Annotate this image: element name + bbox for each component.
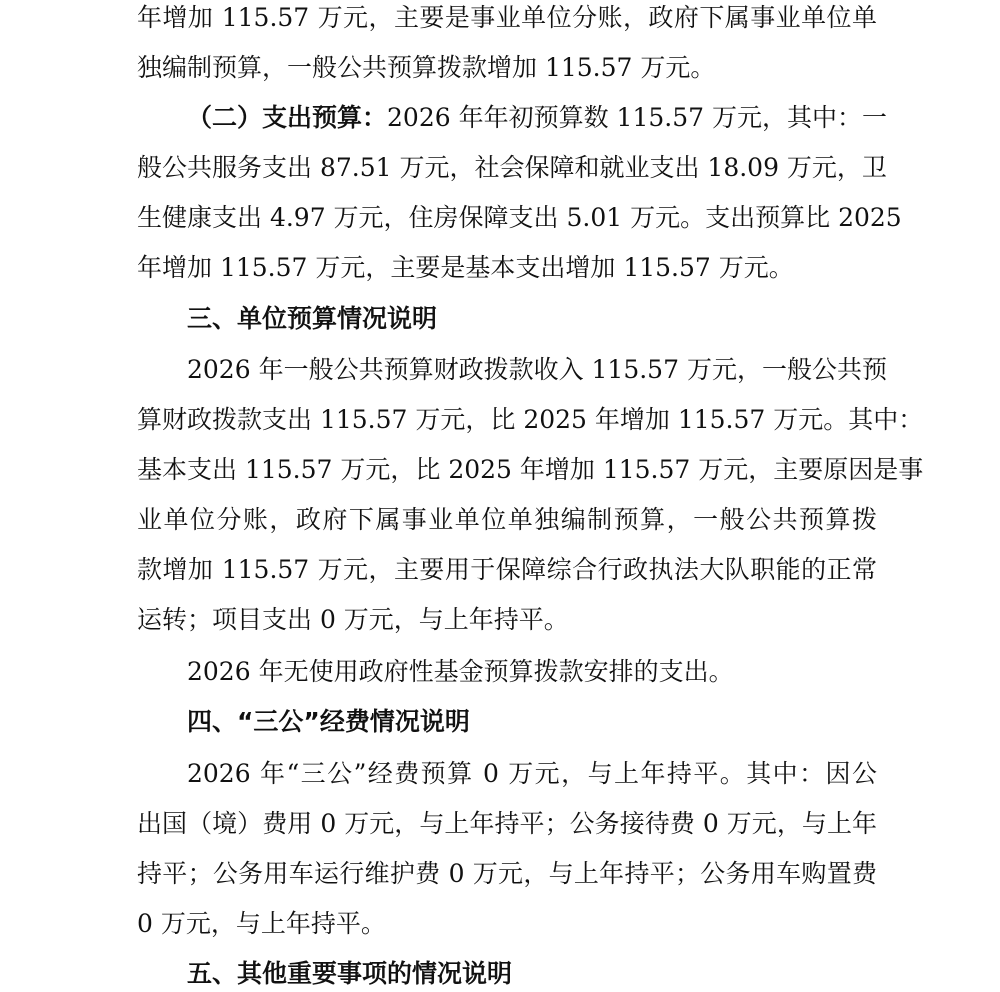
paragraph-line: 独编制预算，一般公共预算拨款增加 115.57 万元。 xyxy=(137,53,716,82)
paragraph-line xyxy=(187,101,887,135)
section-heading: 四、“三公”经费情况说明 xyxy=(187,707,470,736)
paragraph-line: 年增加 115.57 万元，主要是基本支出增加 115.57 万元。 xyxy=(137,253,794,282)
paragraph-line: 业单位分账，政府下属事业单位单独编制预算，一般公共预算拨 xyxy=(137,505,877,534)
paragraph-line: 基本支出 115.57 万元，比 2025 年增加 115.57 万元，主要原因是事 xyxy=(137,455,924,484)
paragraph-line: 2026 年一般公共预算财政拨款收入 115.57 万元，一般公共预 xyxy=(187,355,887,384)
paragraph-line: 款增加 115.57 万元，主要用于保障综合行政执法大队职能的正常 xyxy=(137,555,877,584)
paragraph-line: 持平；公务用车运行维护费 0 万元，与上年持平；公务用车购置费 xyxy=(137,859,877,888)
paragraph-line: 2026 年无使用政府性基金预算拨款安排的支出。 xyxy=(187,657,734,686)
paragraph-line: 生健康支出 4.97 万元，住房保障支出 5.01 万元。支出预算比 2025 xyxy=(137,203,902,232)
paragraph-line: 年增加 115.57 万元，主要是事业单位分账，政府下属事业单位单 xyxy=(137,3,877,32)
paragraph-line: 2026 年“三公”经费预算 0 万元，与上年持平。其中：因公 xyxy=(187,759,877,788)
subsection-label: （二）支出预算： xyxy=(187,103,388,132)
paragraph-text: 2026 年年初预算数 115.57 万元，其中：一 xyxy=(387,103,887,132)
paragraph-line: 0 万元，与上年持平。 xyxy=(137,909,386,938)
section-heading: 三、单位预算情况说明 xyxy=(187,304,438,333)
paragraph-line: 出国（境）费用 0 万元，与上年持平；公务接待费 0 万元，与上年 xyxy=(137,809,877,838)
section-heading: 五、其他重要事项的情况说明 xyxy=(187,959,513,988)
paragraph-line: 般公共服务支出 87.51 万元，社会保障和就业支出 18.09 万元，卫 xyxy=(137,153,887,182)
paragraph-line: 算财政拨款支出 115.57 万元，比 2025 年增加 115.57 万元。其中： xyxy=(137,405,924,434)
paragraph-line: 运转；项目支出 0 万元，与上年持平。 xyxy=(137,605,569,634)
